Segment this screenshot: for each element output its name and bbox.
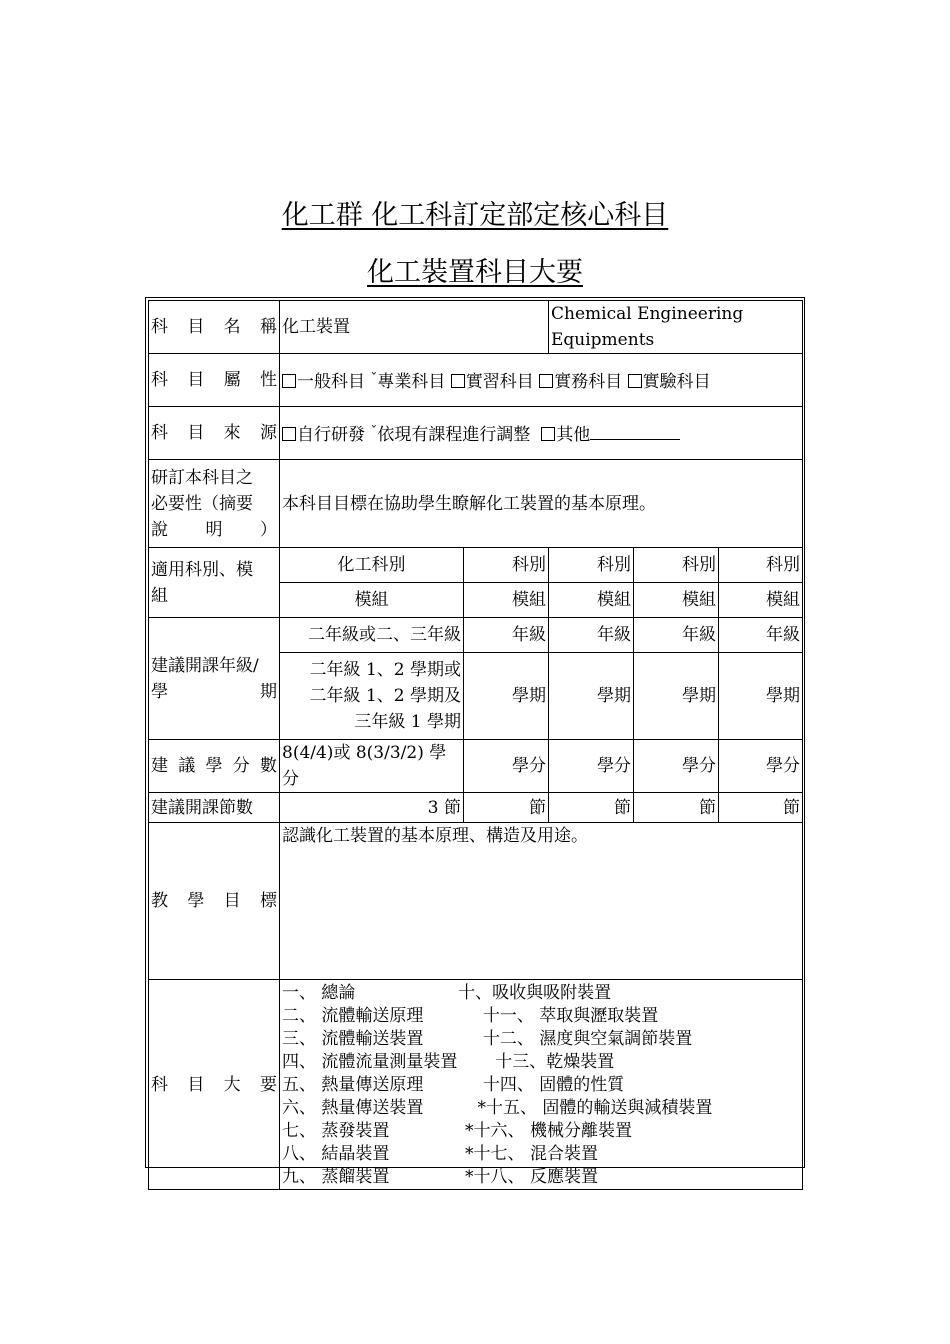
- credits-other: 學分: [549, 740, 634, 793]
- label-course-source: 科 目 來 源: [149, 407, 280, 460]
- semester-other: 學期: [464, 653, 549, 740]
- label-course-outline: 科 目 大 要: [149, 980, 280, 1190]
- label-course-attribute: 科 目 屬 性: [149, 354, 280, 407]
- dept-other: 科別: [464, 548, 549, 583]
- dept-other: 科別: [719, 548, 803, 583]
- table-row: [149, 407, 803, 460]
- credits-main: 8(4/4)或 8(3/3/2) 學分: [280, 740, 464, 793]
- checkbox-affairs[interactable]: [539, 374, 553, 388]
- label-suggested-grade: 建議開課年級/ 學 期: [149, 618, 280, 740]
- hours-main: 3 節: [280, 793, 464, 823]
- course-outline-table: [148, 300, 803, 1190]
- list-item: 五、 熱量傳送原理 十四、 固體的性質: [282, 1075, 625, 1095]
- checkbox-self-developed[interactable]: [282, 427, 296, 441]
- course-name-en: Chemical Engineering Equipments: [549, 301, 803, 354]
- list-item: 一、 總論 十、吸收與吸附裝置: [282, 983, 612, 1003]
- hours-other: 節: [549, 793, 634, 823]
- dept-other: 科別: [634, 548, 719, 583]
- table-row: [149, 354, 803, 407]
- semester-other: 學期: [719, 653, 803, 740]
- credits-other: 學分: [634, 740, 719, 793]
- checkbox-general[interactable]: [282, 374, 296, 388]
- checkmark-icon: ˇ: [370, 370, 378, 387]
- checkbox-experiment[interactable]: [628, 374, 642, 388]
- course-outline-list: [280, 980, 803, 1190]
- label-necessity: 研訂本科目之 必要性（摘要 說 明 ）: [149, 460, 280, 548]
- table-row: [149, 823, 803, 980]
- table-row: [149, 980, 803, 1190]
- course-source-options: 自行研發 $^ˇ$依現有課程進行調整 其他: [280, 407, 803, 460]
- course-name-zh: 化工裝置: [280, 301, 549, 354]
- dept-other: 科別: [549, 548, 634, 583]
- course-attribute-options: 一般科目 $^ˇ$專業科目 實習科目 實務科目 實驗科目: [280, 354, 803, 407]
- list-item: 七、 蒸發裝置 *十六、 機械分離裝置: [282, 1121, 632, 1141]
- label-applicable-department: 適用科別、模 組: [149, 548, 280, 618]
- teaching-objective-text: 認識化工裝置的基本原理、構造及用途。: [280, 823, 803, 980]
- other-blank-line: [590, 421, 680, 440]
- table-row: [149, 793, 803, 823]
- table-row: [149, 548, 803, 583]
- list-item: 六、 熱量傳送裝置 *十五、 固體的輸送與減積裝置: [282, 1098, 713, 1118]
- module-other: 模組: [549, 583, 634, 618]
- dept-main: 化工科別: [280, 548, 464, 583]
- table-row: [149, 460, 803, 548]
- grade-other: 年級: [719, 618, 803, 653]
- document-title: 化工群 化工科訂定部定核心科目: [281, 200, 669, 231]
- hours-other: 節: [719, 793, 803, 823]
- module-other: 模組: [634, 583, 719, 618]
- grade-other: 年級: [464, 618, 549, 653]
- module-other: 模組: [464, 583, 549, 618]
- label-course-name: 科 目 名 稱: [149, 301, 280, 354]
- hours-other: 節: [464, 793, 549, 823]
- label-teaching-objective: 教 學 目 標: [149, 823, 280, 980]
- semester-main: 二年級 1、2 學期或 二年級 1、2 學期及 三年級 1 學期: [280, 653, 464, 740]
- grade-other: 年級: [549, 618, 634, 653]
- semester-other: 學期: [549, 653, 634, 740]
- table-row: [149, 740, 803, 793]
- table-row: [149, 618, 803, 653]
- table-row: [149, 301, 803, 354]
- checkmark-icon: ˇ: [370, 423, 378, 440]
- list-item: 三、 流體輸送裝置 十二、 濕度與空氣調節裝置: [282, 1029, 693, 1049]
- checkbox-practice[interactable]: [451, 374, 465, 388]
- module-other: 模組: [719, 583, 803, 618]
- module-main: 模組: [280, 583, 464, 618]
- list-item: 八、 結晶裝置 *十七、 混合裝置: [282, 1144, 598, 1164]
- label-suggested-credits: 建 議 學 分 數: [149, 740, 280, 793]
- semester-other: 學期: [634, 653, 719, 740]
- list-item: 二、 流體輸送原理 十一、 萃取與瀝取裝置: [282, 1006, 659, 1026]
- checkbox-other[interactable]: [541, 427, 555, 441]
- label-suggested-hours: 建議開課節數: [149, 793, 280, 823]
- grade-main: 二年級或二、三年級: [280, 618, 464, 653]
- list-item: 九、 蒸餾裝置 *十八、 反應裝置: [282, 1167, 598, 1187]
- necessity-text: 本科目目標在協助學生瞭解化工裝置的基本原理。: [280, 460, 803, 548]
- course-title: 化工裝置科目大要: [367, 257, 583, 288]
- credits-other: 學分: [464, 740, 549, 793]
- credits-other: 學分: [719, 740, 803, 793]
- list-item: 四、 流體流量測量裝置 十三、乾燥裝置: [282, 1052, 615, 1072]
- hours-other: 節: [634, 793, 719, 823]
- grade-other: 年級: [634, 618, 719, 653]
